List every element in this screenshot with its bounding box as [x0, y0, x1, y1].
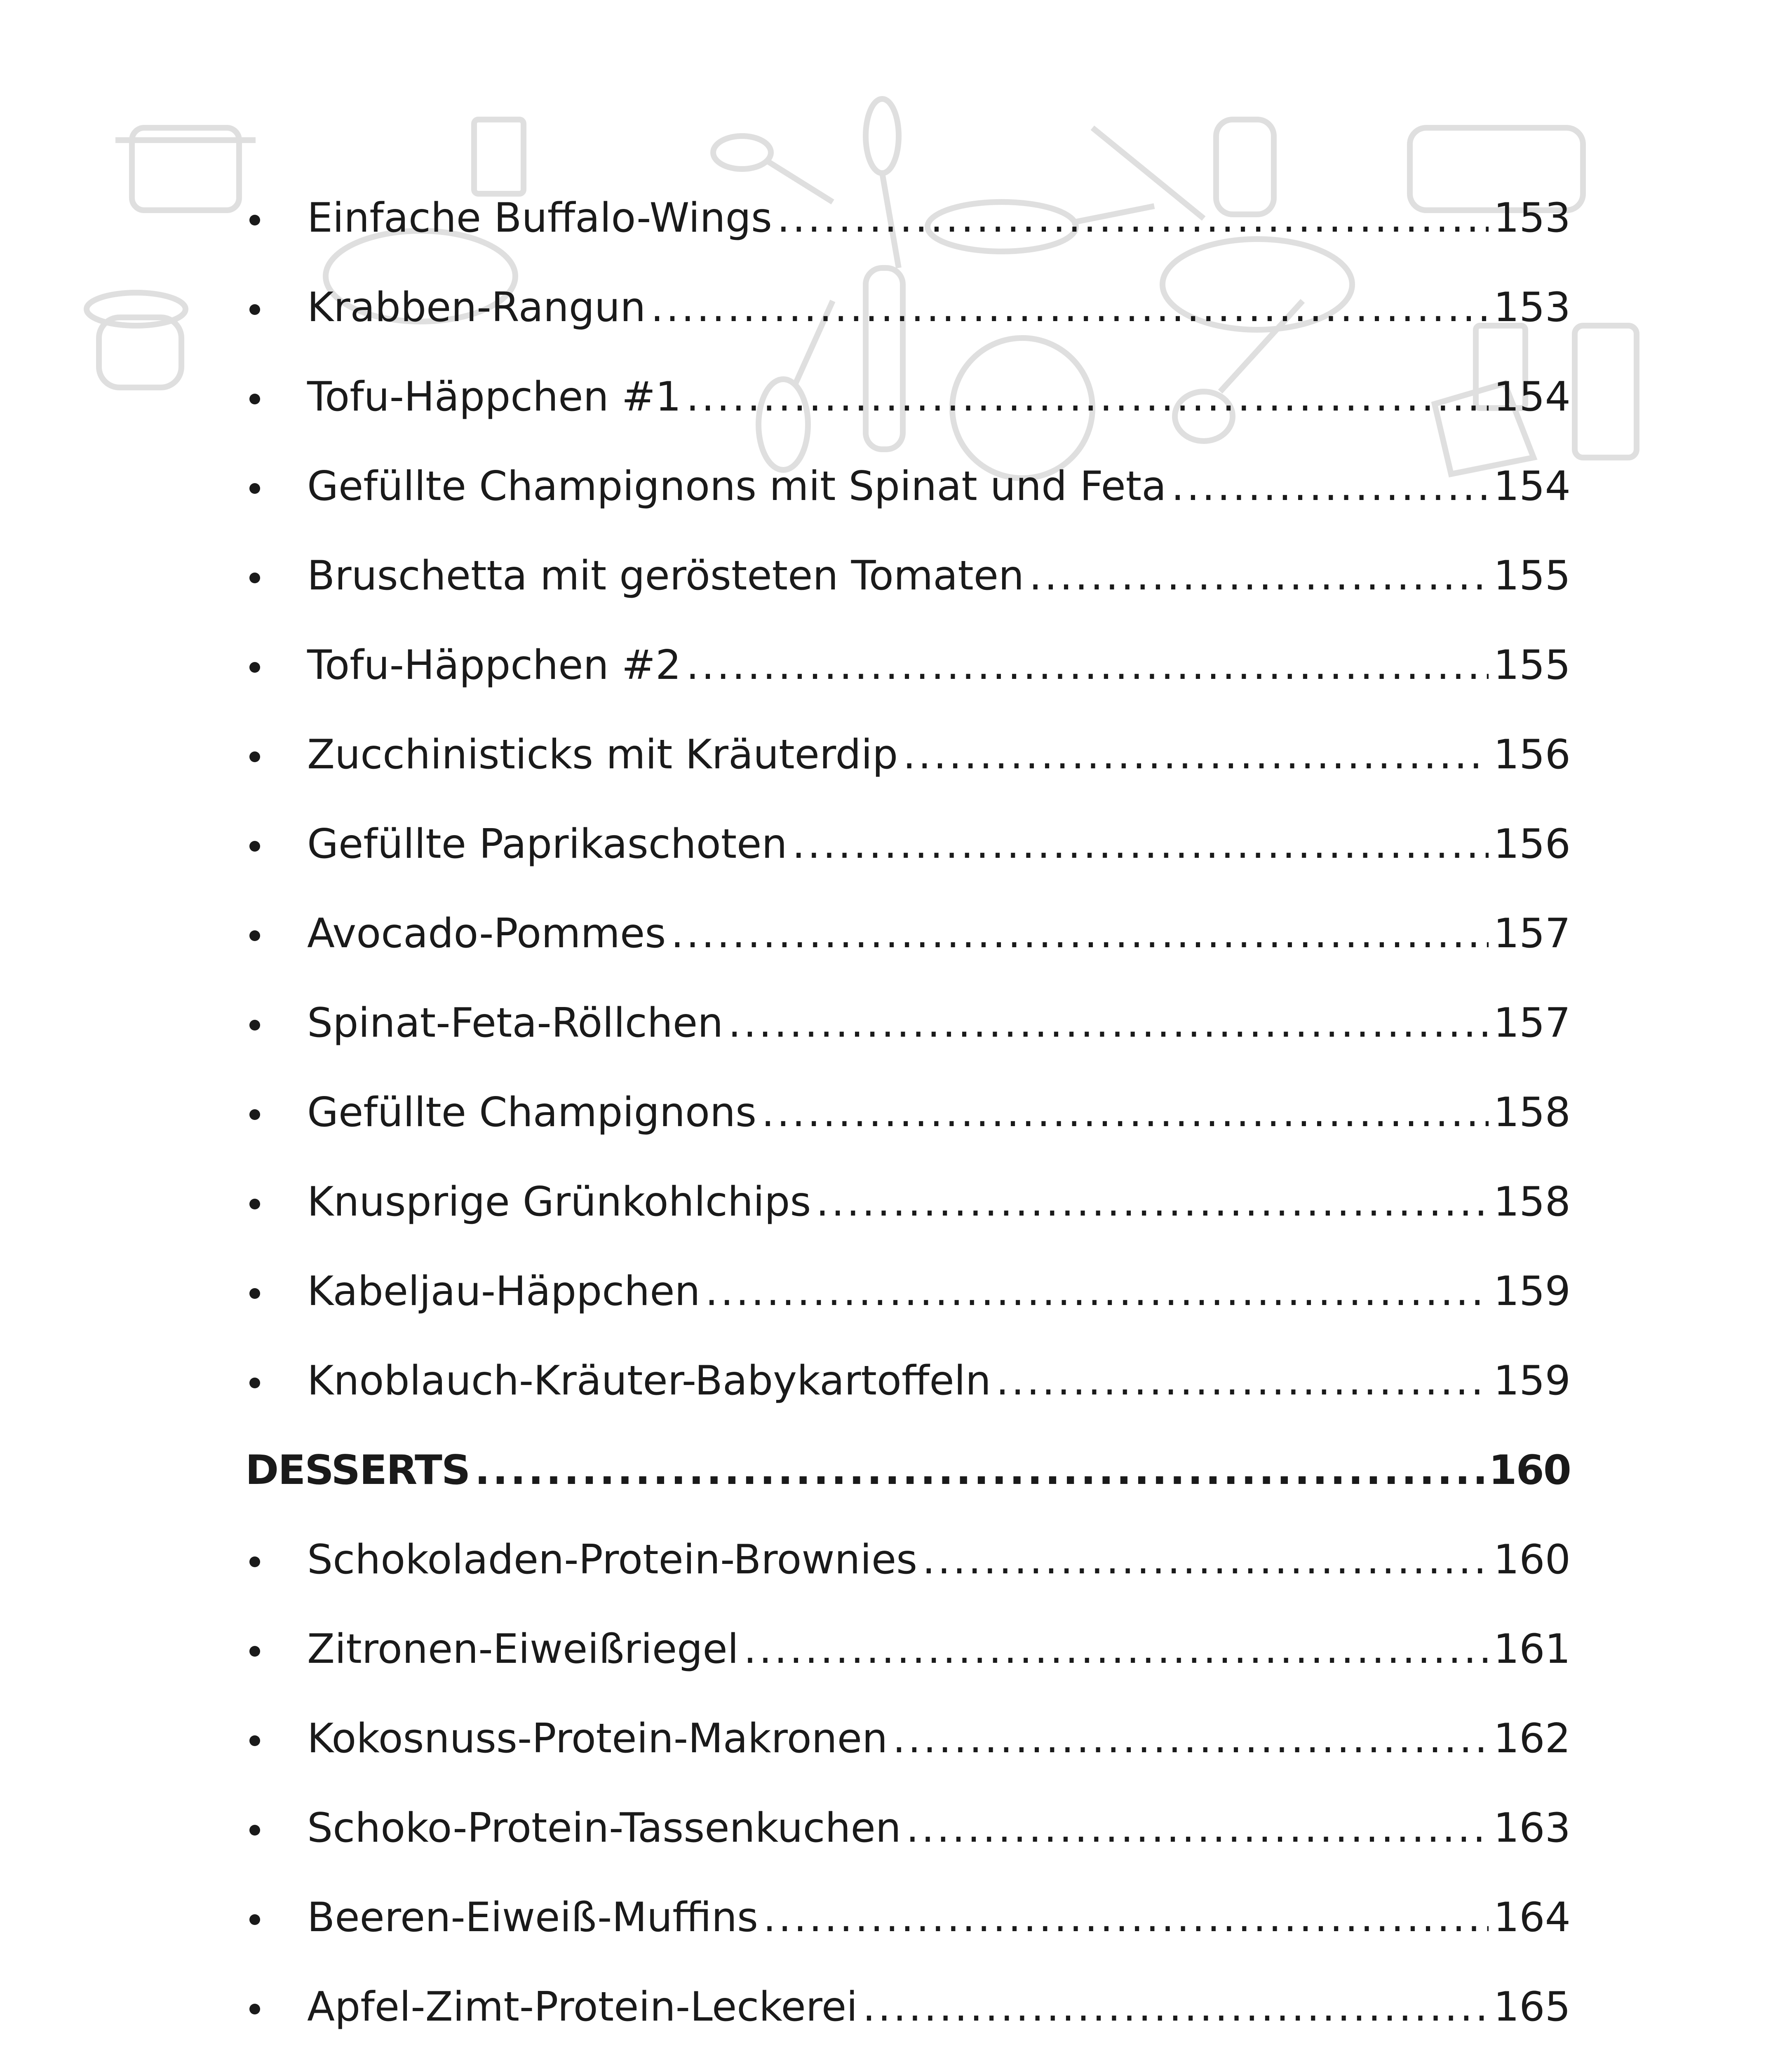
- toc-entry-line: [307, 1178, 1571, 1225]
- bullet-dot-icon: [249, 573, 260, 583]
- toc-entry-title: Einfache Buffalo-Wings: [307, 194, 772, 242]
- toc-entry-page: 153: [1493, 284, 1571, 331]
- toc-entry-page: 160: [1493, 1536, 1571, 1583]
- toc-entry-line: [307, 1268, 1571, 1315]
- dot-leader: [744, 1629, 1489, 1669]
- bullet-dot-icon: [249, 1199, 260, 1209]
- bullet: [245, 1962, 307, 2052]
- toc-entry-page: 163: [1493, 1804, 1571, 1852]
- bullet-dot-icon: [249, 1378, 260, 1388]
- toc-entry-line: [307, 284, 1571, 331]
- toc-entry-title: Tofu-Häppchen #2: [307, 641, 681, 689]
- toc-entry[interactable]: [245, 263, 1571, 352]
- bullet: [245, 1873, 307, 1962]
- bullet-dot-icon: [249, 1556, 260, 1567]
- bullet-dot-icon: [249, 841, 260, 852]
- toc-entry[interactable]: [245, 1157, 1571, 1246]
- toc-entry-line: [307, 1983, 1571, 2030]
- toc-entry[interactable]: [245, 1694, 1571, 1783]
- dot-leader: [475, 1450, 1484, 1491]
- bullet-dot-icon: [249, 1825, 260, 1836]
- bullet: [245, 1246, 307, 1336]
- toc-entry-title: Zucchinisticks mit Kräuterdip: [307, 731, 898, 778]
- toc-entry-page: 156: [1493, 820, 1571, 868]
- bullet: [245, 2052, 307, 2061]
- bullet: [245, 1157, 307, 1246]
- bullet: [245, 710, 307, 799]
- toc-entry-line: [307, 373, 1571, 420]
- toc-entry[interactable]: [245, 2052, 1571, 2061]
- bullet-dot-icon: [249, 1020, 260, 1030]
- toc-entry-title: Kabeljau-Häppchen: [307, 1268, 700, 1315]
- toc-entry-line: [307, 641, 1571, 689]
- toc-entry-line: [307, 194, 1571, 242]
- bullet: [245, 1783, 307, 1873]
- bullet: [245, 352, 307, 441]
- bullet-dot-icon: [249, 215, 260, 225]
- toc-entry-line: [307, 731, 1571, 778]
- toc-entry[interactable]: [245, 799, 1571, 889]
- dot-leader: [671, 913, 1489, 954]
- bullet-dot-icon: [249, 1735, 260, 1746]
- toc-entry-title: Gefüllte Paprikaschoten: [307, 820, 787, 868]
- toc-entry-line: [307, 1357, 1571, 1404]
- bullet: [245, 620, 307, 710]
- toc-entry-line: [307, 820, 1571, 868]
- toc-entry-title: Kokosnuss-Protein-Makronen: [307, 1715, 888, 1762]
- bullet: [245, 1336, 307, 1425]
- toc-entry[interactable]: [245, 1068, 1571, 1157]
- toc-entry[interactable]: [245, 1246, 1571, 1336]
- toc-entry-title: Bruschetta mit gerösteten Tomaten: [307, 552, 1024, 599]
- dot-leader: [1029, 556, 1489, 596]
- toc-entry-page: 162: [1493, 1715, 1571, 1762]
- dot-leader: [705, 1271, 1489, 1312]
- bullet-dot-icon: [249, 751, 260, 762]
- toc-entry-line: [307, 1536, 1571, 1583]
- bullet: [245, 441, 307, 531]
- toc-entry-title: Zitronen-Eiweißriegel: [307, 1625, 739, 1673]
- toc-entry[interactable]: [245, 173, 1571, 263]
- bullet-dot-icon: [249, 930, 260, 941]
- toc-entry-line: [307, 1625, 1571, 1673]
- toc-entry-title: Avocado-Pommes: [307, 910, 666, 957]
- bullet-dot-icon: [249, 1288, 260, 1299]
- toc-entry[interactable]: [245, 1604, 1571, 1694]
- bullet-dot-icon: [249, 1914, 260, 1925]
- toc-section-title: DESSERTS: [245, 1446, 470, 1494]
- toc-entry-page: 164: [1493, 1894, 1571, 1941]
- toc-entry[interactable]: [245, 1515, 1571, 1604]
- toc-entry-page: 156: [1493, 731, 1571, 778]
- toc-entry-page: 161: [1493, 1625, 1571, 1673]
- bullet: [245, 799, 307, 889]
- dot-leader: [761, 1092, 1489, 1133]
- toc-entry-title: Gefüllte Champignons mit Spinat und Feta: [307, 462, 1167, 510]
- toc-entry-page: 155: [1493, 552, 1571, 599]
- dot-leader: [903, 735, 1489, 775]
- dot-leader: [777, 198, 1489, 238]
- bullet: [245, 1694, 307, 1783]
- toc-entry-title: Beeren-Eiweiß-Muffins: [307, 1894, 759, 1941]
- toc-entry-page: 157: [1493, 910, 1571, 957]
- toc-entry-title: Knoblauch-Kräuter-Babykartoffeln: [307, 1357, 991, 1404]
- bullet-dot-icon: [249, 1646, 260, 1657]
- toc-entry[interactable]: [245, 352, 1571, 441]
- toc-entry-title: Knusprige Grünkohlchips: [307, 1178, 811, 1225]
- bullet-dot-icon: [249, 483, 260, 494]
- bullet: [245, 531, 307, 620]
- dot-leader: [996, 1361, 1489, 1401]
- toc-entry-line: [307, 910, 1571, 957]
- bullet: [245, 263, 307, 352]
- dot-leader: [792, 824, 1489, 864]
- toc-entry-line: [307, 1894, 1571, 1941]
- toc-entry-title: Gefüllte Champignons: [307, 1089, 757, 1136]
- toc-entry-title: Krabben-Rangun: [307, 284, 646, 331]
- toc-entry-page: 155: [1493, 641, 1571, 689]
- toc-entry[interactable]: [245, 1962, 1571, 2052]
- dot-leader: [862, 1987, 1489, 2027]
- toc-entry[interactable]: [245, 710, 1571, 799]
- toc-entry-page: 153: [1493, 194, 1571, 242]
- toc-entry-page: 158: [1493, 1089, 1571, 1136]
- bullet: [245, 173, 307, 263]
- toc-entry-page: 159: [1493, 1357, 1571, 1404]
- bullet-dot-icon: [249, 1109, 260, 1120]
- toc-entry[interactable]: [245, 978, 1571, 1068]
- dot-leader: [892, 1718, 1489, 1759]
- bullet: [245, 1604, 307, 1694]
- toc-entry-page: 159: [1493, 1268, 1571, 1315]
- toc-entry-title: Spinat-Feta-Röllchen: [307, 999, 723, 1047]
- toc-entry[interactable]: [245, 889, 1571, 978]
- toc-section-desserts[interactable]: [245, 1425, 1571, 1515]
- toc-entry[interactable]: [245, 1783, 1571, 1873]
- toc-entry-page: 158: [1493, 1178, 1571, 1225]
- table-of-contents: [245, 173, 1571, 2061]
- bullet-dot-icon: [249, 662, 260, 673]
- toc-entry-title: Apfel-Zimt-Protein-Leckerei: [307, 1983, 858, 2030]
- bullet-dot-icon: [249, 2004, 260, 2014]
- dot-leader: [728, 1003, 1489, 1043]
- bullet-dot-icon: [249, 394, 260, 404]
- toc-entry-page: 154: [1493, 373, 1571, 420]
- dot-leader: [651, 287, 1489, 328]
- toc-entry[interactable]: [245, 1336, 1571, 1425]
- toc-entry-title: Tofu-Häppchen #1: [307, 373, 681, 420]
- toc-entry-page: 157: [1493, 999, 1571, 1047]
- toc-entry-title: Schokoladen-Protein-Brownies: [307, 1536, 918, 1583]
- bullet: [245, 1515, 307, 1604]
- toc-entry-line: [307, 552, 1571, 599]
- bullet: [245, 1068, 307, 1157]
- toc-entry-line: [307, 462, 1571, 510]
- toc-entry-title: Schoko-Protein-Tassenkuchen: [307, 1804, 901, 1852]
- toc-entry-page: 165: [1493, 1983, 1571, 2030]
- toc-section-line: [245, 1446, 1571, 1494]
- toc-entry[interactable]: [245, 620, 1571, 710]
- dot-leader: [922, 1540, 1489, 1580]
- dot-leader: [686, 377, 1489, 417]
- dot-leader: [816, 1182, 1489, 1222]
- toc-entry[interactable]: [245, 441, 1571, 531]
- dot-leader: [906, 1808, 1489, 1848]
- dot-leader: [763, 1897, 1489, 1938]
- toc-entry-line: [307, 1804, 1571, 1852]
- dot-leader: [1171, 466, 1489, 507]
- toc-entry-line: [307, 999, 1571, 1047]
- toc-entry[interactable]: [245, 531, 1571, 620]
- bullet: [245, 889, 307, 978]
- toc-entry-line: [307, 1715, 1571, 1762]
- toc-entry-line: [307, 1089, 1571, 1136]
- dot-leader: [686, 645, 1489, 685]
- toc-section-page: 160: [1489, 1446, 1571, 1494]
- toc-entry-page: 154: [1493, 462, 1571, 510]
- bullet: [245, 978, 307, 1068]
- bullet-dot-icon: [249, 304, 260, 315]
- toc-entry[interactable]: [245, 1873, 1571, 1962]
